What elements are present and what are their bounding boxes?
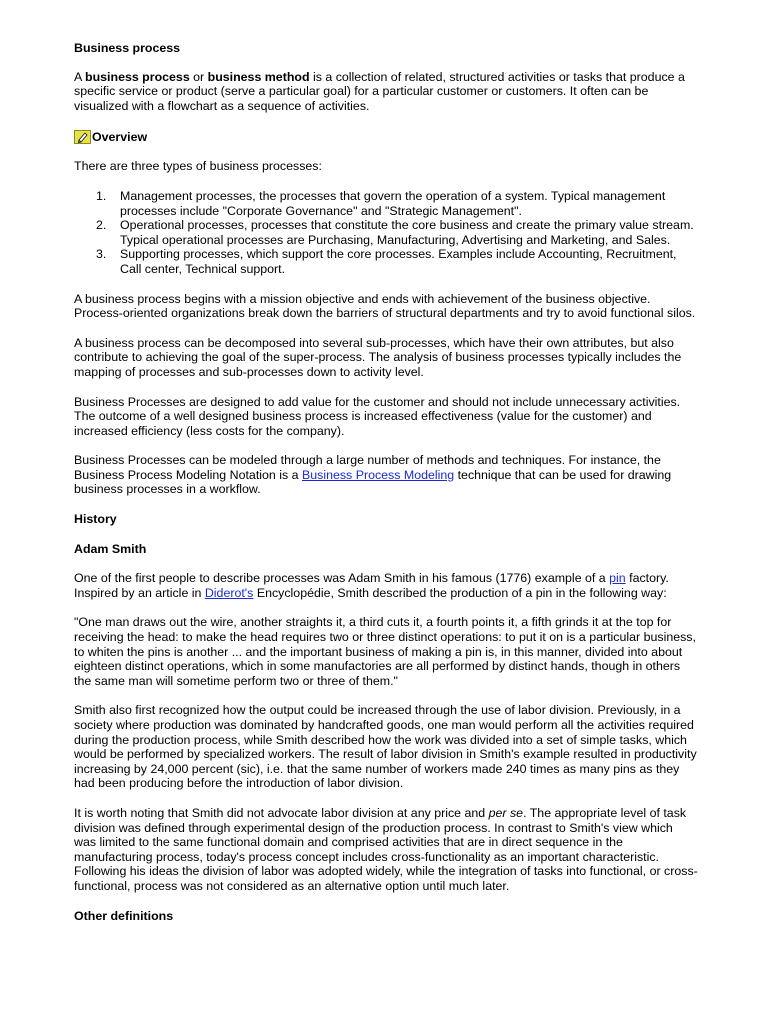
adam-smith-heading: Adam Smith (74, 541, 147, 556)
paragraph: A business process can be decomposed into several sub-processes, which have their own attributes, but also contribute to achieving the goal of the super-process. The analysis of business processes typically includes the mapping of processes and sub-processes down to activity level. (74, 335, 682, 379)
intro-paragraph: A business process or business method is a collection of related, structured activities or tasks that produce a specific service or product (serve a particular goal) for a particular customer or customers. It often can be visualized with a flowchart as a sequence of activities. (74, 69, 685, 113)
paragraph: A business process begins with a mission objective and ends with achievement of the business objective. Process-oriented organizations break down the barriers of structural departments and try to avoid functional silos. (74, 291, 696, 321)
history-heading: History (74, 512, 117, 527)
paragraph: One of the first people to describe processes was Adam Smith in his famous (1776) example of a pin factory. Inspired by an article in Diderot's Encyclopédie, Smith described the production of a pin in the following way: (74, 571, 669, 600)
list-item: 1. Management processes, the processes that govern the operation of a system. Typical management processes include "Corporate Governance" and "Strategic Management". (96, 188, 666, 218)
diderot-link[interactable]: Diderot's (204, 585, 254, 600)
list-item: 3. Supporting processes, which support the core processes. Examples include Accounting, Recruitment, Call center, Technical support. (96, 247, 677, 276)
document-title: Business process (74, 41, 181, 55)
overview-heading: Overview (92, 130, 148, 145)
pin-link[interactable]: pin (609, 571, 626, 586)
overview-lead: There are three types of business processes: (74, 159, 322, 174)
list-item: 2. Operational processes, processes that constitute the core business and create the primary value stream. Typical operational processes are Purchasing, Manufacturing, Advertising and Marketing, and Sales. (96, 218, 694, 247)
other-definitions-heading: Other definitions (74, 908, 174, 923)
paragraph: Business Processes can be modeled through a large number of methods and techniques. For instance, the Business Process Modeling Notation is a Business Process Modeling technique that can be used for drawing business processes in a workflow. (74, 453, 672, 497)
business-process-modeling-link[interactable]: Business Process Modeling (301, 467, 455, 482)
overview-heading-row (74, 129, 698, 145)
edit-note-icon[interactable] (74, 130, 91, 144)
paragraph: It is worth noting that Smith did not advocate labor division at any price and per se. The appropriate level of task division was defined through experimental design of the production process. In contrast to Smith's view which was limited to the same functional domain and comprised activities that are in direct sequence in the manufacturing process, today's process concept includes cross-functionality as an important characteristic. Following his ideas the division of labor was adopted widely, while the integration of tasks into functional, or cross-functional, process was not considered as an alternative option until much later. (74, 805, 698, 893)
process-types-list (74, 189, 698, 277)
paragraph: Business Processes are designed to add value for the customer and should not include unnecessary activities. The outcome of a well designed business process is increased effectiveness (value for the customer) and increased efficiency (less costs for the company). (74, 394, 681, 438)
term-business-method: business method (207, 69, 310, 84)
term-business-process: business process (85, 69, 190, 84)
paragraph: Smith also first recognized how the output could be increased through the use of labor division. Previously, in a society where production was dominated by handcrafted goods, one man would perform all the activities required during the production process, while Smith described how the work was divided into a set of simple tasks, which would be performed by specialized workers. The result of labor division in Smith's example resulted in productivity increasing by 24,000 percent (sic), i.e. that the same number of workers made 240 times as many pins as they had been producing before the introduction of labor division. (74, 703, 697, 791)
smith-quote: "One man draws out the wire, another straights it, a third cuts it, a fourth points it, a fifth grinds it at the top for receiving the head: to make the head requires two or three distinct operations: to put it on is a particular business, to whiten the pins is another ... and the important business of making a pin is, in this manner, divided into about eighteen distinct operations, which in some manufactories are all performed by distinct hands, though in others the same man will sometime perform two or three of them." (74, 615, 696, 688)
